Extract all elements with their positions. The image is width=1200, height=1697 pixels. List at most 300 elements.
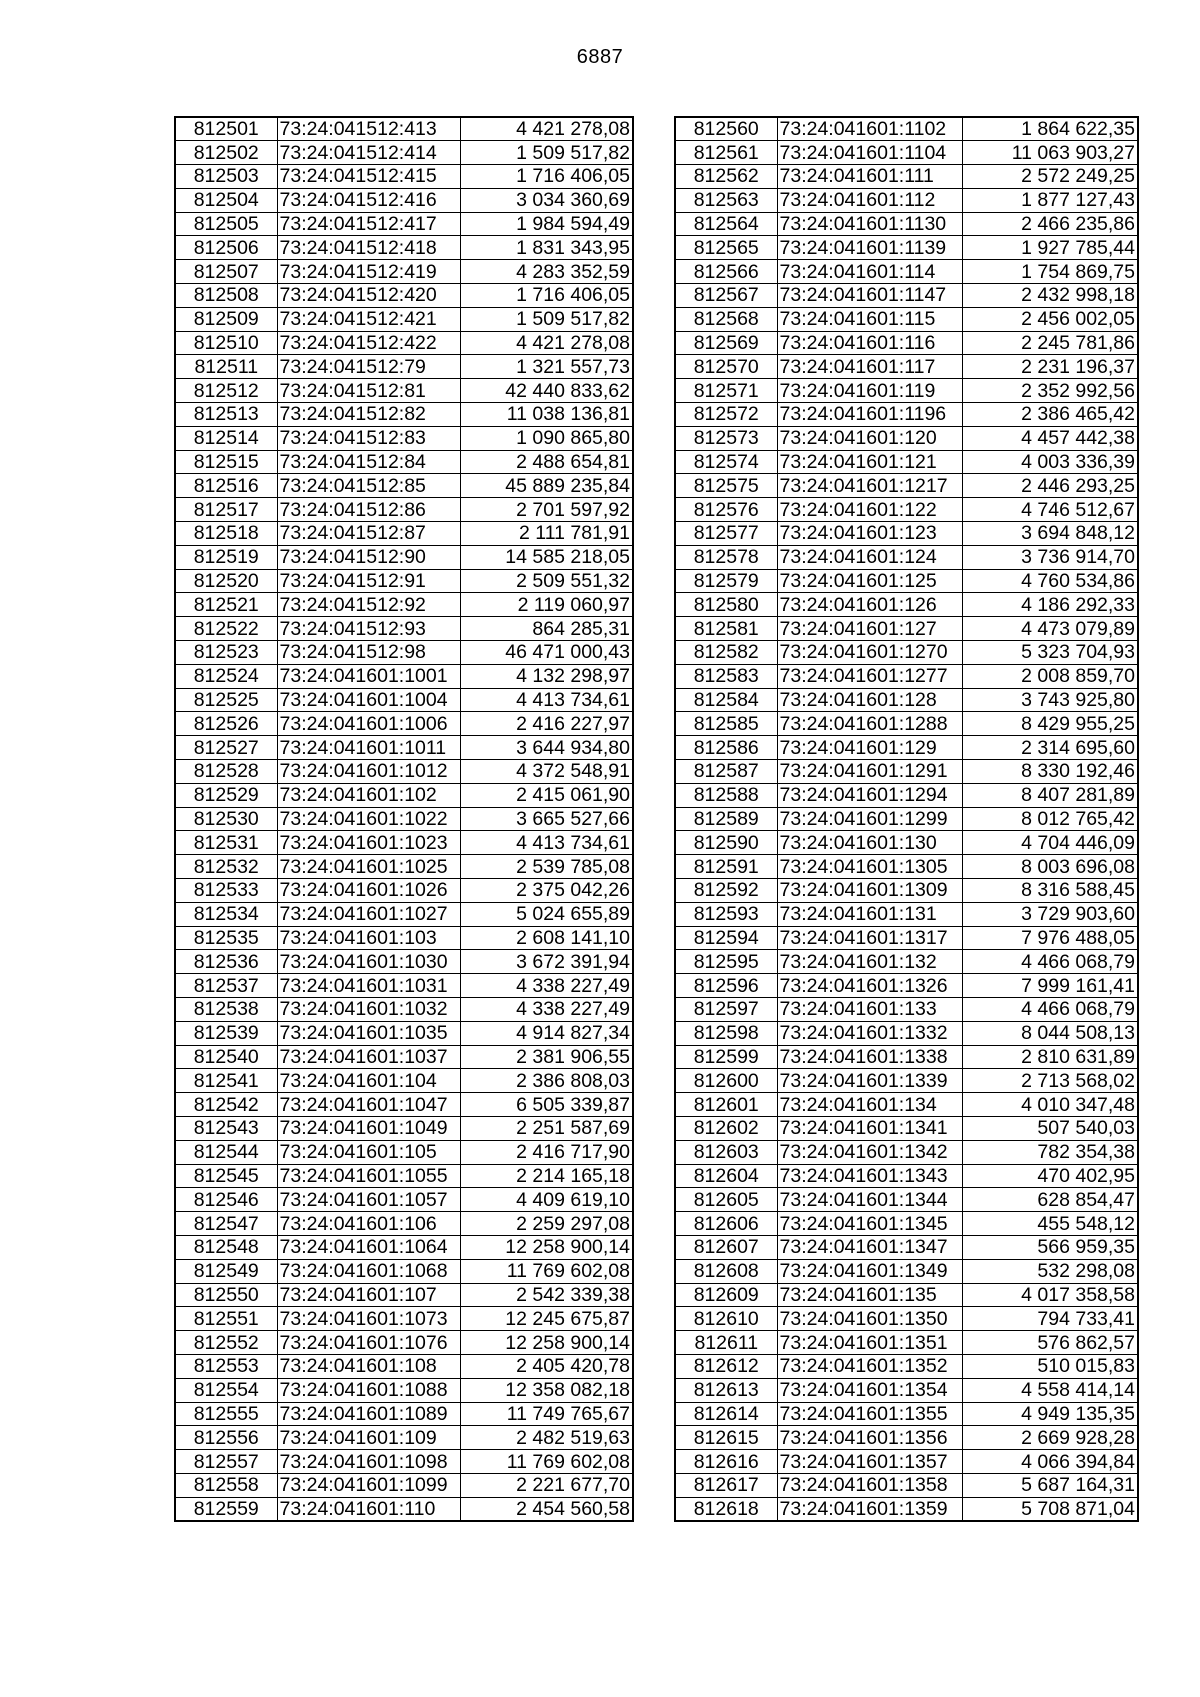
row-number-cell: 812583 [675, 664, 777, 688]
cadastral-number-cell: 73:24:041601:1355 [777, 1402, 962, 1426]
table-row [675, 831, 1138, 855]
cadastral-value-cell: 510 015,83 [962, 1354, 1138, 1378]
table-row [175, 1021, 633, 1045]
cadastral-value-cell: 2 214 165,18 [460, 1164, 633, 1188]
table-row [675, 1283, 1138, 1307]
row-number-cell: 812540 [175, 1045, 277, 1069]
cadastral-number-cell: 73:24:041512:422 [277, 331, 460, 355]
row-number-cell: 812618 [675, 1497, 777, 1521]
cadastral-number-cell: 73:24:041601:103 [277, 926, 460, 950]
cadastral-number-cell: 73:24:041512:84 [277, 450, 460, 474]
row-number-cell: 812564 [675, 212, 777, 236]
cadastral-value-cell: 8 003 696,08 [962, 855, 1138, 879]
cadastral-value-cell: 8 012 765,42 [962, 807, 1138, 831]
cadastral-number-cell: 73:24:041601:120 [777, 426, 962, 450]
row-number-cell: 812606 [675, 1212, 777, 1236]
row-number-cell: 812521 [175, 593, 277, 617]
row-number-cell: 812609 [675, 1283, 777, 1307]
cadastral-value-cell: 5 687 164,31 [962, 1473, 1138, 1497]
row-number-cell: 812543 [175, 1116, 277, 1140]
row-number-cell: 812558 [175, 1473, 277, 1497]
cadastral-number-cell: 73:24:041601:1004 [277, 688, 460, 712]
cadastral-value-cell: 782 354,38 [962, 1140, 1138, 1164]
row-number-cell: 812555 [175, 1402, 277, 1426]
cadastral-value-cell: 4 017 358,58 [962, 1283, 1138, 1307]
table-row [175, 617, 633, 641]
registry-table-right-body [675, 117, 1138, 1521]
table-row [675, 545, 1138, 569]
row-number-cell: 812617 [675, 1473, 777, 1497]
cadastral-value-cell: 2 539 785,08 [460, 855, 633, 879]
row-number-cell: 812588 [675, 783, 777, 807]
cadastral-number-cell: 73:24:041601:1343 [777, 1164, 962, 1188]
row-number-cell: 812512 [175, 379, 277, 403]
cadastral-value-cell: 794 733,41 [962, 1307, 1138, 1331]
row-number-cell: 812575 [675, 474, 777, 498]
table-row [175, 593, 633, 617]
row-number-cell: 812526 [175, 712, 277, 736]
cadastral-value-cell: 2 416 227,97 [460, 712, 633, 736]
table-row [175, 1331, 633, 1355]
cadastral-value-cell: 2 245 781,86 [962, 331, 1138, 355]
table-row [175, 997, 633, 1021]
table-row [675, 1140, 1138, 1164]
row-number-cell: 812599 [675, 1045, 777, 1069]
cadastral-value-cell: 566 959,35 [962, 1235, 1138, 1259]
row-number-cell: 812517 [175, 498, 277, 522]
cadastral-number-cell: 73:24:041512:81 [277, 379, 460, 403]
cadastral-number-cell: 73:24:041601:132 [777, 950, 962, 974]
cadastral-number-cell: 73:24:041601:1025 [277, 855, 460, 879]
cadastral-value-cell: 4 003 336,39 [962, 450, 1138, 474]
table-row [175, 1283, 633, 1307]
table-row [675, 1045, 1138, 1069]
row-number-cell: 812562 [675, 165, 777, 189]
row-number-cell: 812584 [675, 688, 777, 712]
table-row [675, 1497, 1138, 1521]
row-number-cell: 812503 [175, 165, 277, 189]
row-number-cell: 812505 [175, 212, 277, 236]
table-row [175, 783, 633, 807]
row-number-cell: 812556 [175, 1426, 277, 1450]
table-row [175, 1093, 633, 1117]
table-row [675, 1021, 1138, 1045]
row-number-cell: 812608 [675, 1259, 777, 1283]
cadastral-value-cell: 2 415 061,90 [460, 783, 633, 807]
cadastral-value-cell: 6 505 339,87 [460, 1093, 633, 1117]
table-row [175, 926, 633, 950]
cadastral-number-cell: 73:24:041601:1047 [277, 1093, 460, 1117]
table-row [675, 760, 1138, 784]
table-row [175, 498, 633, 522]
row-number-cell: 812593 [675, 902, 777, 926]
cadastral-number-cell: 73:24:041512:420 [277, 284, 460, 308]
cadastral-value-cell: 8 429 955,25 [962, 712, 1138, 736]
cadastral-value-cell: 2 669 928,28 [962, 1426, 1138, 1450]
row-number-cell: 812563 [675, 188, 777, 212]
cadastral-number-cell: 73:24:041512:414 [277, 141, 460, 165]
row-number-cell: 812566 [675, 260, 777, 284]
cadastral-value-cell: 2 008 859,70 [962, 664, 1138, 688]
cadastral-number-cell: 73:24:041601:1270 [777, 641, 962, 665]
table-row [175, 1307, 633, 1331]
cadastral-number-cell: 73:24:041601:111 [777, 165, 962, 189]
cadastral-value-cell: 3 665 527,66 [460, 807, 633, 831]
table-row [175, 307, 633, 331]
cadastral-value-cell: 4 704 446,09 [962, 831, 1138, 855]
row-number-cell: 812613 [675, 1378, 777, 1402]
cadastral-number-cell: 73:24:041601:1341 [777, 1116, 962, 1140]
cadastral-value-cell: 2 713 568,02 [962, 1069, 1138, 1093]
table-row [675, 855, 1138, 879]
cadastral-number-cell: 73:24:041601:1339 [777, 1069, 962, 1093]
cadastral-number-cell: 73:24:041601:131 [777, 902, 962, 926]
cadastral-number-cell: 73:24:041601:107 [277, 1283, 460, 1307]
cadastral-value-cell: 5 024 655,89 [460, 902, 633, 926]
row-number-cell: 812560 [675, 117, 777, 141]
cadastral-number-cell: 73:24:041601:1076 [277, 1331, 460, 1355]
cadastral-value-cell: 2 572 249,25 [962, 165, 1138, 189]
cadastral-value-cell: 14 585 218,05 [460, 545, 633, 569]
table-row [675, 783, 1138, 807]
table-row [175, 1140, 633, 1164]
cadastral-number-cell: 73:24:041601:1332 [777, 1021, 962, 1045]
row-number-cell: 812519 [175, 545, 277, 569]
cadastral-value-cell: 3 694 848,12 [962, 522, 1138, 546]
cadastral-value-cell: 2 701 597,92 [460, 498, 633, 522]
row-number-cell: 812548 [175, 1235, 277, 1259]
cadastral-value-cell: 11 749 765,67 [460, 1402, 633, 1426]
row-number-cell: 812513 [175, 403, 277, 427]
row-number-cell: 812551 [175, 1307, 277, 1331]
cadastral-value-cell: 4 409 619,10 [460, 1188, 633, 1212]
row-number-cell: 812577 [675, 522, 777, 546]
row-number-cell: 812553 [175, 1354, 277, 1378]
cadastral-value-cell: 5 708 871,04 [962, 1497, 1138, 1521]
table-row [675, 260, 1138, 284]
table-row [175, 284, 633, 308]
cadastral-number-cell: 73:24:041512:417 [277, 212, 460, 236]
table-row [675, 688, 1138, 712]
row-number-cell: 812611 [675, 1331, 777, 1355]
row-number-cell: 812501 [175, 117, 277, 141]
cadastral-value-cell: 4 338 227,49 [460, 997, 633, 1021]
table-row [175, 426, 633, 450]
cadastral-number-cell: 73:24:041512:415 [277, 165, 460, 189]
row-number-cell: 812614 [675, 1402, 777, 1426]
table-row [675, 403, 1138, 427]
cadastral-value-cell: 507 540,03 [962, 1116, 1138, 1140]
cadastral-number-cell: 73:24:041601:1309 [777, 879, 962, 903]
cadastral-value-cell: 2 259 297,08 [460, 1212, 633, 1236]
row-number-cell: 812601 [675, 1093, 777, 1117]
row-number-cell: 812569 [675, 331, 777, 355]
cadastral-value-cell: 12 258 900,14 [460, 1235, 633, 1259]
cadastral-value-cell: 2 446 293,25 [962, 474, 1138, 498]
table-row [175, 379, 633, 403]
cadastral-value-cell: 4 760 534,86 [962, 569, 1138, 593]
table-row [675, 1212, 1138, 1236]
cadastral-value-cell: 5 323 704,93 [962, 641, 1138, 665]
table-row [675, 474, 1138, 498]
table-row [675, 807, 1138, 831]
row-number-cell: 812574 [675, 450, 777, 474]
cadastral-value-cell: 2 375 042,26 [460, 879, 633, 903]
cadastral-number-cell: 73:24:041601:1139 [777, 236, 962, 260]
table-row [175, 522, 633, 546]
row-number-cell: 812541 [175, 1069, 277, 1093]
table-row [175, 1045, 633, 1069]
cadastral-value-cell: 4 746 512,67 [962, 498, 1138, 522]
cadastral-number-cell: 73:24:041601:1064 [277, 1235, 460, 1259]
cadastral-number-cell: 73:24:041601:1291 [777, 760, 962, 784]
row-number-cell: 812615 [675, 1426, 777, 1450]
cadastral-value-cell: 42 440 833,62 [460, 379, 633, 403]
table-row [675, 664, 1138, 688]
row-number-cell: 812578 [675, 545, 777, 569]
table-row [675, 1402, 1138, 1426]
cadastral-number-cell: 73:24:041601:1104 [777, 141, 962, 165]
cadastral-value-cell: 1 509 517,82 [460, 307, 633, 331]
cadastral-value-cell: 1 754 869,75 [962, 260, 1138, 284]
table-row [175, 165, 633, 189]
cadastral-number-cell: 73:24:041512:98 [277, 641, 460, 665]
cadastral-value-cell: 12 258 900,14 [460, 1331, 633, 1355]
cadastral-number-cell: 73:24:041512:416 [277, 188, 460, 212]
row-number-cell: 812515 [175, 450, 277, 474]
row-number-cell: 812539 [175, 1021, 277, 1045]
row-number-cell: 812605 [675, 1188, 777, 1212]
table-row [675, 1259, 1138, 1283]
cadastral-number-cell: 73:24:041512:85 [277, 474, 460, 498]
row-number-cell: 812510 [175, 331, 277, 355]
row-number-cell: 812557 [175, 1450, 277, 1474]
table-row [175, 569, 633, 593]
cadastral-value-cell: 2 542 339,38 [460, 1283, 633, 1307]
table-row [175, 1212, 633, 1236]
cadastral-number-cell: 73:24:041512:82 [277, 403, 460, 427]
cadastral-number-cell: 73:24:041512:87 [277, 522, 460, 546]
row-number-cell: 812511 [175, 355, 277, 379]
row-number-cell: 812531 [175, 831, 277, 855]
cadastral-number-cell: 73:24:041601:1088 [277, 1378, 460, 1402]
table-row [675, 307, 1138, 331]
table-row [175, 807, 633, 831]
table-row [675, 950, 1138, 974]
cadastral-value-cell: 2 251 587,69 [460, 1116, 633, 1140]
row-number-cell: 812586 [675, 736, 777, 760]
cadastral-number-cell: 73:24:041601:1317 [777, 926, 962, 950]
cadastral-number-cell: 73:24:041601:1055 [277, 1164, 460, 1188]
cadastral-value-cell: 4 010 347,48 [962, 1093, 1138, 1117]
table-row [175, 1235, 633, 1259]
cadastral-number-cell: 73:24:041601:124 [777, 545, 962, 569]
cadastral-value-cell: 11 063 903,27 [962, 141, 1138, 165]
row-number-cell: 812524 [175, 664, 277, 688]
cadastral-value-cell: 4 338 227,49 [460, 974, 633, 998]
cadastral-number-cell: 73:24:041601:1011 [277, 736, 460, 760]
cadastral-number-cell: 73:24:041601:1359 [777, 1497, 962, 1521]
cadastral-value-cell: 2 386 808,03 [460, 1069, 633, 1093]
cadastral-value-cell: 1 864 622,35 [962, 117, 1138, 141]
row-number-cell: 812561 [675, 141, 777, 165]
cadastral-value-cell: 1 716 406,05 [460, 165, 633, 189]
table-row [675, 1188, 1138, 1212]
cadastral-value-cell: 1 321 557,73 [460, 355, 633, 379]
cadastral-value-cell: 1 716 406,05 [460, 284, 633, 308]
cadastral-number-cell: 73:24:041601:1031 [277, 974, 460, 998]
cadastral-value-cell: 45 889 235,84 [460, 474, 633, 498]
table-row [175, 331, 633, 355]
cadastral-value-cell: 628 854,47 [962, 1188, 1138, 1212]
cadastral-value-cell: 864 285,31 [460, 617, 633, 641]
cadastral-number-cell: 73:24:041601:126 [777, 593, 962, 617]
cadastral-number-cell: 73:24:041601:1147 [777, 284, 962, 308]
cadastral-number-cell: 73:24:041601:1196 [777, 403, 962, 427]
cadastral-number-cell: 73:24:041601:102 [277, 783, 460, 807]
cadastral-number-cell: 73:24:041601:1326 [777, 974, 962, 998]
registry-table-left [174, 116, 634, 1522]
table-row [175, 188, 633, 212]
cadastral-number-cell: 73:24:041601:114 [777, 260, 962, 284]
row-number-cell: 812518 [175, 522, 277, 546]
table-row [175, 117, 633, 141]
table-row [175, 141, 633, 165]
cadastral-value-cell: 2 608 141,10 [460, 926, 633, 950]
table-row [675, 974, 1138, 998]
cadastral-value-cell: 4 413 734,61 [460, 831, 633, 855]
cadastral-number-cell: 73:24:041601:1294 [777, 783, 962, 807]
table-row [175, 1378, 633, 1402]
cadastral-value-cell: 576 862,57 [962, 1331, 1138, 1355]
table-row [175, 1426, 633, 1450]
row-number-cell: 812579 [675, 569, 777, 593]
table-row [675, 1378, 1138, 1402]
cadastral-value-cell: 11 769 602,08 [460, 1259, 633, 1283]
cadastral-number-cell: 73:24:041601:121 [777, 450, 962, 474]
cadastral-number-cell: 73:24:041601:1037 [277, 1045, 460, 1069]
cadastral-number-cell: 73:24:041601:129 [777, 736, 962, 760]
row-number-cell: 812573 [675, 426, 777, 450]
table-row [675, 593, 1138, 617]
cadastral-number-cell: 73:24:041512:421 [277, 307, 460, 331]
table-row [175, 831, 633, 855]
cadastral-number-cell: 73:24:041601:119 [777, 379, 962, 403]
table-row [175, 1069, 633, 1093]
cadastral-value-cell: 4 914 827,34 [460, 1021, 633, 1045]
table-row [675, 498, 1138, 522]
row-number-cell: 812607 [675, 1235, 777, 1259]
row-number-cell: 812571 [675, 379, 777, 403]
cadastral-value-cell: 1 877 127,43 [962, 188, 1138, 212]
cadastral-number-cell: 73:24:041601:1023 [277, 831, 460, 855]
row-number-cell: 812559 [175, 1497, 277, 1521]
cadastral-value-cell: 4 466 068,79 [962, 997, 1138, 1021]
cadastral-number-cell: 73:24:041601:1349 [777, 1259, 962, 1283]
cadastral-value-cell: 4 421 278,08 [460, 331, 633, 355]
table-row [675, 569, 1138, 593]
cadastral-number-cell: 73:24:041601:125 [777, 569, 962, 593]
cadastral-number-cell: 73:24:041601:1089 [277, 1402, 460, 1426]
cadastral-value-cell: 1 984 594,49 [460, 212, 633, 236]
cadastral-value-cell: 2 810 631,89 [962, 1045, 1138, 1069]
cadastral-value-cell: 2 416 717,90 [460, 1140, 633, 1164]
cadastral-number-cell: 73:24:041601:1277 [777, 664, 962, 688]
table-row [175, 1473, 633, 1497]
table-row [675, 902, 1138, 926]
row-number-cell: 812598 [675, 1021, 777, 1045]
cadastral-number-cell: 73:24:041601:104 [277, 1069, 460, 1093]
cadastral-number-cell: 73:24:041601:1030 [277, 950, 460, 974]
cadastral-number-cell: 73:24:041601:1356 [777, 1426, 962, 1450]
cadastral-value-cell: 3 736 914,70 [962, 545, 1138, 569]
row-number-cell: 812590 [675, 831, 777, 855]
cadastral-number-cell: 73:24:041512:83 [277, 426, 460, 450]
row-number-cell: 812509 [175, 307, 277, 331]
table-row [175, 736, 633, 760]
row-number-cell: 812591 [675, 855, 777, 879]
row-number-cell: 812547 [175, 1212, 277, 1236]
cadastral-value-cell: 532 298,08 [962, 1259, 1138, 1283]
cadastral-number-cell: 73:24:041601:1217 [777, 474, 962, 498]
cadastral-value-cell: 2 454 560,58 [460, 1497, 633, 1521]
cadastral-value-cell: 1 831 343,95 [460, 236, 633, 260]
cadastral-number-cell: 73:24:041512:419 [277, 260, 460, 284]
row-number-cell: 812585 [675, 712, 777, 736]
table-row [175, 236, 633, 260]
cadastral-number-cell: 73:24:041601:1032 [277, 997, 460, 1021]
row-number-cell: 812582 [675, 641, 777, 665]
table-row [175, 664, 633, 688]
cadastral-value-cell: 455 548,12 [962, 1212, 1138, 1236]
table-row [675, 1354, 1138, 1378]
cadastral-value-cell: 12 245 675,87 [460, 1307, 633, 1331]
cadastral-value-cell: 12 358 082,18 [460, 1378, 633, 1402]
row-number-cell: 812550 [175, 1283, 277, 1307]
cadastral-value-cell: 2 482 519,63 [460, 1426, 633, 1450]
cadastral-value-cell: 7 976 488,05 [962, 926, 1138, 950]
table-row [675, 331, 1138, 355]
table-row [675, 1116, 1138, 1140]
table-row [675, 641, 1138, 665]
cadastral-number-cell: 73:24:041601:1338 [777, 1045, 962, 1069]
row-number-cell: 812576 [675, 498, 777, 522]
cadastral-value-cell: 4 132 298,97 [460, 664, 633, 688]
cadastral-value-cell: 11 769 602,08 [460, 1450, 633, 1474]
cadastral-value-cell: 4 283 352,59 [460, 260, 633, 284]
cadastral-number-cell: 73:24:041601:1035 [277, 1021, 460, 1045]
cadastral-number-cell: 73:24:041601:112 [777, 188, 962, 212]
cadastral-value-cell: 3 743 925,80 [962, 688, 1138, 712]
table-row [175, 474, 633, 498]
row-number-cell: 812508 [175, 284, 277, 308]
row-number-cell: 812568 [675, 307, 777, 331]
table-row [175, 974, 633, 998]
table-row [175, 712, 633, 736]
cadastral-value-cell: 4 466 068,79 [962, 950, 1138, 974]
row-number-cell: 812600 [675, 1069, 777, 1093]
row-number-cell: 812587 [675, 760, 777, 784]
row-number-cell: 812527 [175, 736, 277, 760]
row-number-cell: 812596 [675, 974, 777, 998]
table-row [175, 1402, 633, 1426]
table-row [675, 926, 1138, 950]
cadastral-value-cell: 3 034 360,69 [460, 188, 633, 212]
table-row [175, 688, 633, 712]
row-number-cell: 812522 [175, 617, 277, 641]
cadastral-value-cell: 4 457 442,38 [962, 426, 1138, 450]
registry-table-right [674, 116, 1139, 1522]
